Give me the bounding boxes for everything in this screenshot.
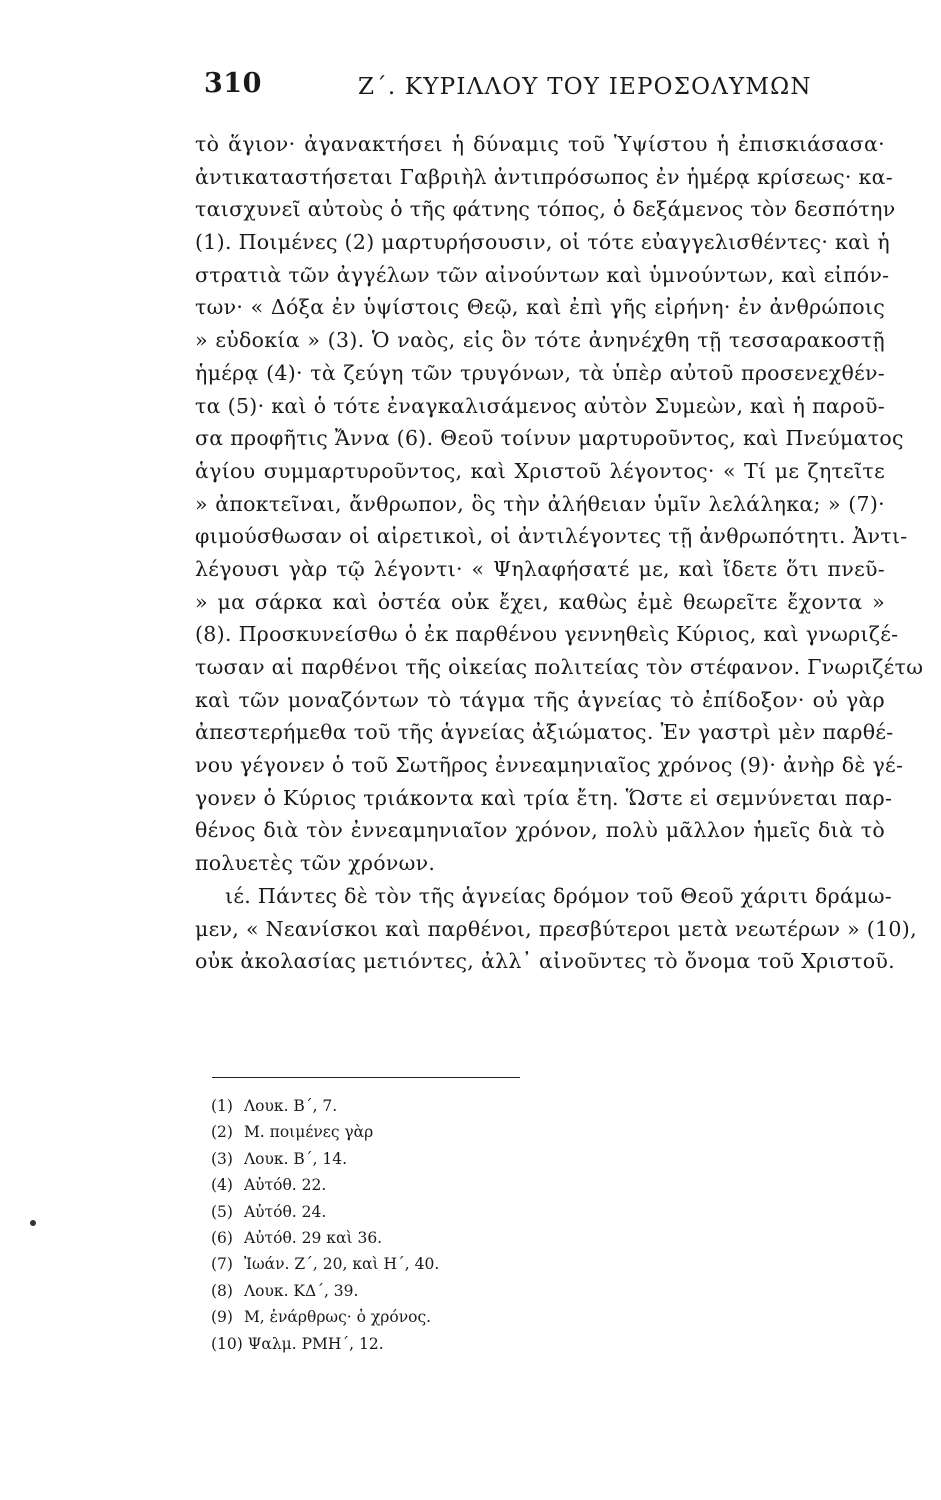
footnote-number: (6): [211, 1228, 233, 1247]
footnote: [211, 1172, 611, 1198]
footnote-number: (4): [211, 1176, 233, 1195]
text-line: των· « Δόξα ἐν ὑψίστοις Θεῷ, καὶ ἐπὶ γῆς εἰρήνη· ἐν ἀνθρώποις: [195, 295, 885, 320]
footnote: [211, 1304, 611, 1330]
footnote: [211, 1225, 611, 1251]
text-line: μεν, « Νεανίσκοι καὶ παρθένοι, πρεσβύτεροι μετὰ νεωτέρων » (10),: [195, 916, 917, 941]
text-line: τωσαν αἱ παρθένοι τῆς οἰκείας πολιτείας τὸν στέφανον. Γνωριζέτω: [195, 655, 924, 679]
text-line: καὶ τῶν μοναζόντων τὸ τάγμα τῆς ἁγνείας τὸ ἐπίδοξον· οὐ γὰρ: [195, 687, 885, 712]
footnote-number: (10): [211, 1334, 243, 1353]
page-number: 310: [204, 68, 262, 99]
footnote: [211, 1146, 611, 1172]
text-line: θένος διὰ τὸν ἐννεαμηνιαῖον χρόνον, πολὺ μᾶλλον ἡμεῖς διὰ τὸ: [195, 818, 885, 843]
footnote-text: Ψαλμ. ΡΜΗ΄, 12.: [247, 1334, 384, 1353]
paragraph-start-line: ιέ. Πάντες δὲ τὸν τῆς ἁγνείας δρόμον τοῦ Θεοῦ χάριτι δράμω-: [225, 883, 892, 908]
footnote-text: Λουκ. ΚΔ΄, 39.: [243, 1281, 359, 1300]
text-line: πολυετὲς τῶν χρόνων.: [195, 851, 436, 876]
text-line: » ἀποκτεῖναι, ἄνθρωπον, ὃς τὴν ἀλήθειαν ὑμῖν λελάληκα; » (7)·: [195, 491, 885, 516]
footnote-text: Μ. ποιμένες γὰρ: [243, 1123, 374, 1142]
footnote: [211, 1199, 611, 1225]
footnote-text: Ἰωάν. Ζ΄, 20, καὶ Η΄, 40.: [243, 1255, 440, 1274]
text-line: σα προφῆτις Ἄννα (6). Θεοῦ τοίνυν μαρτυροῦντος, καὶ Πνεύματος: [195, 426, 904, 451]
footnote-number: (1): [211, 1097, 233, 1115]
footnote: [211, 1331, 611, 1357]
text-line: (1). Ποιμένες (2) μαρτυρήσουσιν, οἱ τότε εὐαγγελισθέντες· καὶ ἡ: [195, 230, 891, 255]
footnote-text: Αὐτόθ. 22.: [243, 1176, 327, 1195]
text-line: ταισχυνεῖ αὐτοὺς ὁ τῆς φάτνης τόπος, ὁ δεξάμενος τὸν δεσπότην: [195, 197, 896, 222]
footnote-number: (8): [211, 1281, 233, 1300]
text-line: γονεν ὁ Κύριος τριάκοντα καὶ τρία ἔτη. Ὥστε εἰ σεμνύνεται παρ-: [195, 785, 893, 810]
text-line: νου γέγονεν ὁ τοῦ Σωτῆρος ἐννεαμηνιαῖος χρόνος (9)· ἀνὴρ δὲ γέ-: [195, 753, 904, 778]
footnote-text: Λουκ. Β΄, 7.: [243, 1097, 338, 1115]
footnote: [211, 1251, 611, 1277]
running-head: Ζ΄. ΚΥΡΙΛΛΟΥ ΤΟΥ ΙΕΡΟΣΟΛΥΜΩΝ: [358, 74, 812, 100]
footnote-text: Μ, ἐνάρθρως· ὁ χρόνος.: [243, 1308, 432, 1327]
footnote-number: (9): [211, 1308, 233, 1327]
text-line: ἡμέρᾳ (4)· τὰ ζεύγη τῶν τρυγόνων, τὰ ὑπὲρ αὐτοῦ προσενεχθέν-: [195, 360, 885, 385]
text-line: » εὐδοκία » (3). Ὁ ναὸς, εἰς ὃν τότε ἀνηνέχθη τῇ τεσσαρακοστῇ: [195, 328, 885, 353]
footnote-text: Αὐτόθ. 24.: [243, 1202, 327, 1221]
footnote: [211, 1278, 611, 1304]
footnote-number: (5): [211, 1202, 233, 1221]
text-line: λέγουσι γὰρ τῷ λέγοντι· « Ψηλαφήσατέ με, καὶ ἴδετε ὅτι πνεῦ-: [195, 556, 885, 581]
text-line: ἀντικαταστήσεται Γαβριὴλ ἀντιπρόσωπος ἐν ἡμέρᾳ κρίσεως· κα-: [195, 164, 894, 189]
page-header: [200, 68, 890, 108]
footnote-number: (3): [211, 1149, 233, 1168]
footnote: [211, 1093, 611, 1119]
footnote-text: Λουκ. Β΄, 14.: [243, 1149, 348, 1168]
footnote-number: (2): [211, 1123, 233, 1142]
main-text-block: [195, 128, 924, 978]
footnotes-list: [211, 1093, 611, 1357]
text-line: (8). Προσκυνείσθω ὁ ἐκ παρθένου γεννηθεὶς Κύριος, καὶ γνωριζέ-: [195, 622, 899, 647]
text-line: οὐκ ἀκολασίας μετιόντες, ἀλλ᾽ αἰνοῦντες τὸ ὄνομα τοῦ Χριστοῦ.: [195, 949, 895, 974]
footnote: [211, 1119, 611, 1145]
footnote-divider: [212, 1077, 520, 1078]
text-line: στρατιὰ τῶν ἀγγέλων τῶν αἰνούντων καὶ ὑμνούντων, καὶ εἰπόν-: [195, 262, 890, 287]
text-line: φιμούσθωσαν οἱ αἱρετικοὶ, οἱ ἀντιλέγοντες τῇ ἀνθρωπότητι. Ἀντι-: [195, 524, 908, 549]
text-line: ἁγίου συμμαρτυροῦντος, καὶ Χριστοῦ λέγοντος· « Τί με ζητεῖτε: [195, 458, 885, 483]
text-line: τὸ ἅγιον· ἀγανακτήσει ἡ δύναμις τοῦ Ὑψίστου ἡ ἐπισκιάσασα·: [195, 132, 885, 156]
text-line: τα (5)· καὶ ὁ τότε ἐναγκαλισάμενος αὐτὸν Συμεὼν, καὶ ἡ παροῦ-: [195, 393, 885, 418]
footnote-number: (7): [211, 1255, 233, 1274]
text-line: ἀπεστερήμεθα τοῦ τῆς ἁγνείας ἀξιώματος. Ἐν γαστρὶ μὲν παρθέ-: [195, 720, 894, 745]
text-line: » μα σάρκα καὶ ὀστέα οὐκ ἔχει, καθὼς ἐμὲ θεωρεῖτε ἔχοντα »: [195, 589, 885, 614]
ink-spot: [30, 1220, 36, 1226]
footnote-text: Αὐτόθ. 29 καὶ 36.: [243, 1228, 383, 1247]
